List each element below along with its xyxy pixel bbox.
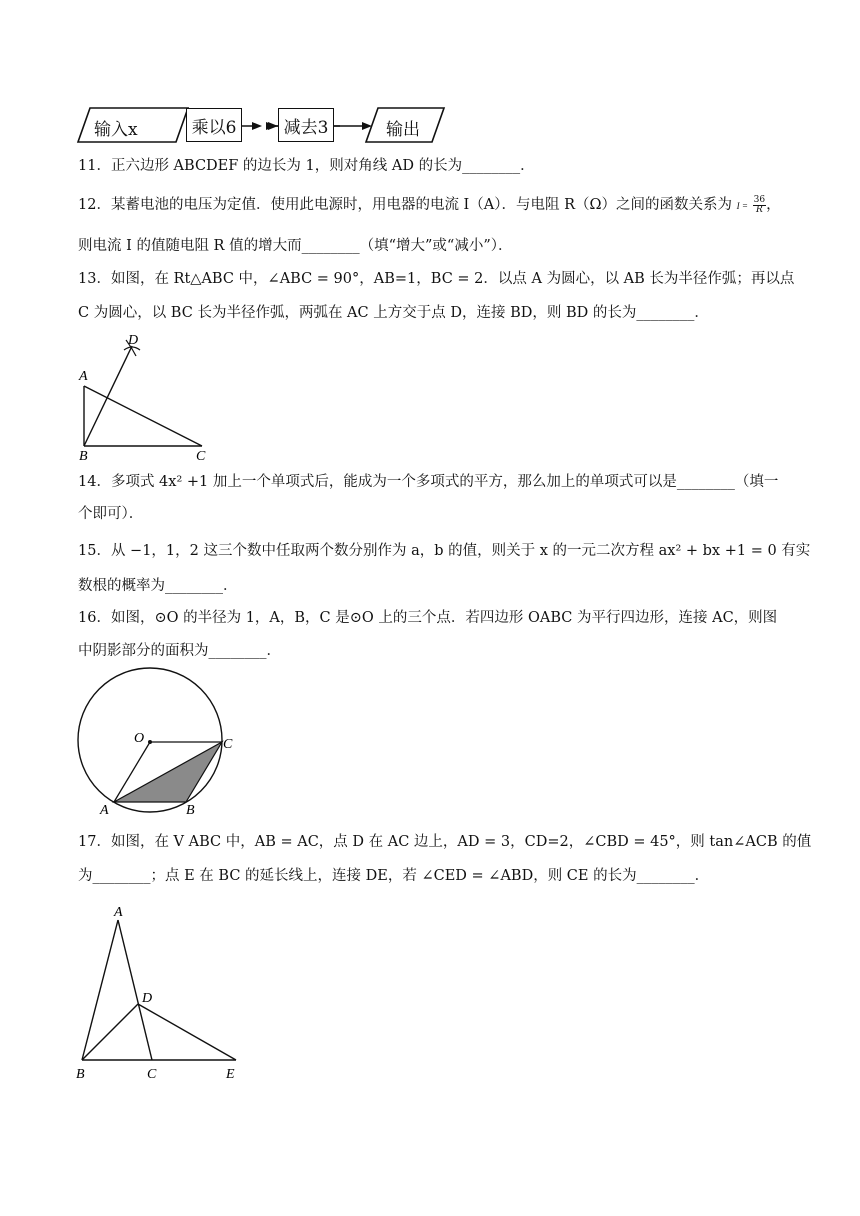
question-12-line2: 则电流 I 的值随电阻 R 值的增大而________（填“增大”或“减小”）． <box>78 238 513 254</box>
flow-step-multiply: 乘以6 <box>186 108 242 142</box>
label-D: D <box>128 333 139 348</box>
question-15-line1: 15．从 −1，1，2 这三个数中任取两个数分别作为 a，b 的值，则关于 x 的一元二次方程 ax² + bx +1 = 0 有实 <box>78 543 811 559</box>
question-15-line2: 数根的概率为________． <box>78 578 238 594</box>
formula-denominator: R <box>755 204 763 215</box>
label-B: B <box>79 449 88 462</box>
flow-step-output: 输出 <box>386 120 420 140</box>
question-14-line2: 个即可）． <box>78 506 144 522</box>
label-C: C <box>147 1067 157 1082</box>
question-13-line2: C 为圆心，以 BC 长为半径作弧，两弧在 AC 上方交于点 D，连接 BD，则 BD 的长为________． <box>78 305 709 321</box>
question-12-comma: ， <box>766 197 781 213</box>
flow-step-subtract: 减去3 <box>278 108 334 142</box>
label-A: A <box>114 905 123 920</box>
label-B: B <box>76 1067 85 1082</box>
label-A: A <box>100 803 109 818</box>
question-16-line1: 16．如图，⊙O 的半径为 1，A，B，C 是⊙O 上的三个点．若四边形 OABC 为平行四边形，连接 AC，则图 <box>78 610 778 626</box>
flow-step-input: 输入x <box>94 120 138 140</box>
figure-q16 <box>70 662 250 820</box>
question-17-line2: 为________；点 E 在 BC 的延长线上，连接 DE，若 ∠CED = ∠ABD，则 CE 的长为________． <box>78 868 710 884</box>
question-11: 11．正六边形 ABCDEF 的边长为 1，则对角线 AD 的长为________． <box>78 158 535 174</box>
question-13-line1: 13．如图，在 Rt△ABC 中，∠ABC = 90°，AB=1，BC = 2．以点 A 为圆心，以 AB 长为半径作弧；再以点 <box>78 271 795 287</box>
formula-fraction <box>753 196 766 215</box>
label-O: O <box>134 731 145 746</box>
figure-q17 <box>74 900 254 1086</box>
question-12-line1 <box>78 195 781 216</box>
label-B: B <box>186 803 195 818</box>
question-14-line1: 14．多项式 4x² +1 加上一个单项式后，能成为一个多项式的平方，那么加上的单项式可以是________（填一 <box>78 474 779 490</box>
question-12-text: 12．某蓄电池的电压为定值．使用此电源时，用电器的电流 I（A）．与电阻 R（Ω）之间的函数关系为 <box>78 197 733 213</box>
question-17-line1: 17．如图，在 V ABC 中，AB = AC，点 D 在 AC 边上，AD = 3，CD=2，∠CBD = 45°，则 tan∠ACB 的值 <box>78 834 812 850</box>
question-16-line2: 中阴影部分的面积为________． <box>78 643 281 659</box>
formula-lhs: I = <box>736 201 748 211</box>
label-A: A <box>79 369 88 384</box>
figure-q13 <box>74 330 224 462</box>
label-D: D <box>142 991 153 1006</box>
label-E: E <box>226 1067 235 1082</box>
label-C: C <box>196 449 206 462</box>
label-C: C <box>223 737 233 752</box>
formula-numerator: 36 <box>753 194 766 205</box>
